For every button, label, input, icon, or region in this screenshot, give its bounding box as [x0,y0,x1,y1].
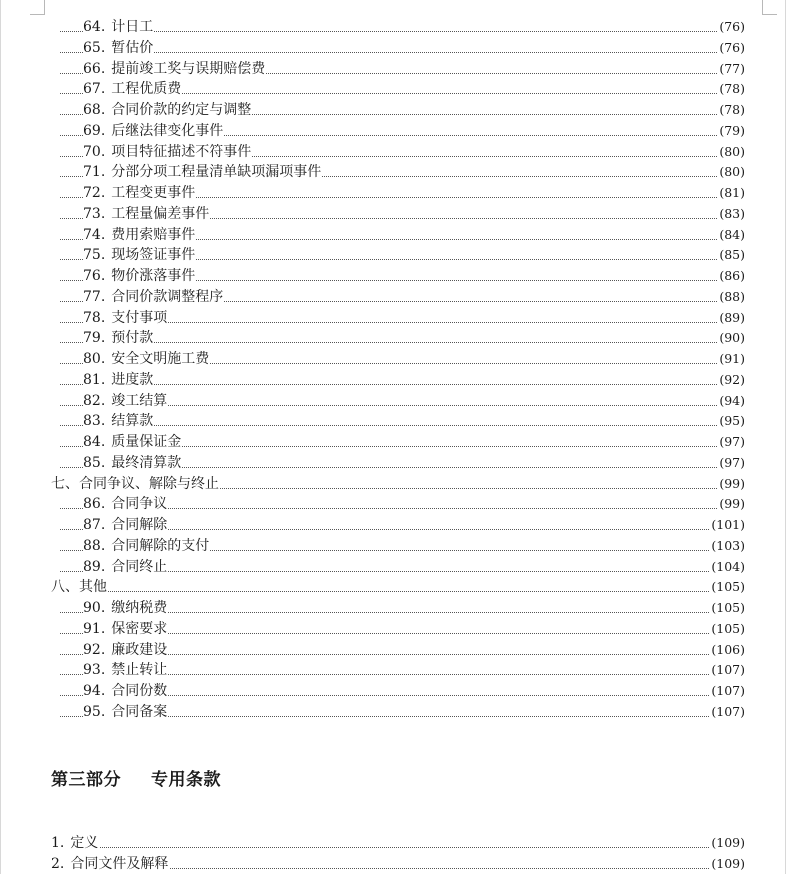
toc-entry-number: 71. [83,164,106,181]
toc-entry-title: 合同解除的支付 [111,537,210,554]
toc-entry-page: (80) [718,162,745,183]
toc-entry-page: (88) [718,287,745,308]
toc-entry-title: 质量保证金 [111,434,182,450]
toc-entry-number: 72. [83,185,106,201]
toc-entry-title: 合同终止 [111,558,168,575]
crop-mark-top-right [762,0,777,15]
toc-entry-page: (79) [718,121,745,142]
toc-entry-title: 合同价款的约定与调整 [111,102,252,118]
part-heading [51,765,221,790]
toc-dot-leader [60,425,741,426]
toc-entry-page: (106) [710,640,745,661]
toc-entry-title: 合同价款调整程序 [111,288,224,305]
toc-entry-label [51,577,108,598]
toc-entry-number: 91. [83,620,106,637]
toc-entry-title: 禁止转让 [111,662,168,679]
toc-entry-title: 安全文明施工费 [111,351,210,367]
toc-entry-number: 95. [83,703,106,720]
toc-entry-number: 79. [83,330,106,347]
toc-entry-label [83,17,154,38]
toc-entry-title: 定义 [70,835,99,851]
toc-entry-page: (97) [718,453,745,474]
toc-entry-title: 缴纳税费 [111,600,168,616]
toc-entry-number: 81. [83,371,106,388]
toc-entry[interactable] [0,183,787,204]
toc-entry-page: (90) [718,328,745,349]
toc-entry-page: (99) [718,474,745,495]
toc-entry[interactable] [0,619,787,640]
toc-dot-leader [60,847,741,848]
toc-entry-number: 76. [83,268,106,284]
toc-entry-label [83,308,168,329]
toc-entry-page: (91) [718,349,745,370]
toc-entry-number: 88. [83,537,106,554]
toc-entry-number: 70. [83,143,106,160]
toc-dot-leader [60,52,741,53]
toc-entry-number: 77. [83,288,106,305]
toc-entry-title: 预付款 [111,330,154,347]
toc-entry-label [51,854,169,875]
toc-entry[interactable] [0,100,787,121]
toc-entry-title: 工程优质费 [111,81,182,98]
toc-entry-page: (104) [710,557,745,578]
toc-entry-title: 最终清算款 [111,454,182,471]
toc-entry-page: (109) [710,854,745,875]
toc-entry-number: 64. [83,19,106,35]
toc-entry-label [83,391,168,412]
toc-entry[interactable] [0,59,787,80]
toc-entry-title: 结算款 [111,413,154,430]
toc-entry-page: (76) [718,38,745,59]
toc-entry-page: (80) [718,142,745,163]
toc-entry-page: (105) [710,577,745,598]
toc-dot-leader [60,31,741,32]
toc-entry-title: 分部分项工程量清单缺项漏项事件 [111,164,322,181]
toc-entry-page: (78) [718,79,745,100]
toc-entry-number: 2. [51,855,65,872]
toc-entry-title: 七、合同争议、解除与终止 [51,475,219,492]
toc-entry-number: 86. [83,496,106,513]
toc-entry-number: 80. [83,351,106,367]
toc-entry-label [83,557,168,578]
toc-entry-label [83,266,196,287]
toc-entry-label [83,183,196,204]
toc-entry-label [83,453,182,474]
toc-entry-title: 支付事项 [111,309,168,326]
toc-entry-label [83,59,266,80]
toc-entry-title: 保密要求 [111,620,168,637]
toc-entry-label [83,515,168,536]
toc-entry-page: (86) [718,266,745,287]
toc-entry-page: (97) [718,432,745,453]
toc-entry-title: 八、其他 [51,579,107,596]
toc-entry-page: (77) [718,59,745,80]
toc-entry-title: 竣工结算 [111,392,168,409]
toc-entry-label [83,494,168,515]
toc-entry-title: 进度款 [111,371,154,388]
toc-entry-number: 82. [83,392,106,409]
toc-entry-label [83,536,210,557]
toc-entry-page: (107) [710,702,745,723]
toc-entry[interactable] [0,38,787,59]
toc-entry[interactable] [0,204,787,225]
toc-entry[interactable] [0,640,787,661]
toc-entry[interactable] [0,432,787,453]
toc-entry-label [83,660,168,681]
toc-entry[interactable] [0,121,787,142]
toc-entry-label [83,702,168,723]
toc-entry-number: 93. [83,662,106,679]
toc-entry[interactable] [0,287,787,308]
toc-entry-label [83,432,182,453]
toc-entry[interactable] [0,854,787,875]
toc-entry[interactable] [0,557,787,578]
toc-entry-number: 69. [83,122,106,139]
toc-entry-label [83,619,168,640]
toc-entry-number: 89. [83,558,106,575]
toc-entry-page: (81) [718,183,745,204]
toc-entry[interactable] [0,349,787,370]
toc-entry-title: 工程变更事件 [111,185,196,201]
toc-entry-page: (107) [710,681,745,702]
toc-dot-leader [60,591,741,592]
toc-entry-page: (84) [718,225,745,246]
toc-entry-label [83,411,154,432]
part-label: 第三部分 [51,770,121,790]
toc-entry-label [83,640,168,661]
toc-entry-page: (76) [718,17,745,38]
toc-entry-title: 暂估价 [111,39,154,56]
toc-entry-number: 92. [83,641,106,658]
toc-entry-label [83,349,210,370]
toc-entry-number: 87. [83,517,106,533]
toc-entry-number: 85. [83,454,106,471]
toc-entry-title: 物价涨落事件 [111,268,196,284]
toc-entry[interactable] [0,162,787,183]
toc-entry-title: 合同备案 [111,703,168,720]
toc-entry[interactable] [0,681,787,702]
toc-entry-number: 90. [83,600,106,616]
toc-entry-label [83,328,154,349]
toc-entry-number: 66. [83,60,106,77]
toc-entry-page: (105) [710,619,745,640]
toc-entry[interactable] [0,411,787,432]
toc-entry-label [83,598,168,619]
crop-mark-top-left [30,0,45,15]
toc-entry-title: 计日工 [111,19,154,35]
toc-entry[interactable] [0,598,787,619]
toc-entry[interactable] [0,702,787,723]
toc-entry-number: 83. [83,413,106,430]
part3-table-of-contents [0,833,787,875]
toc-entry[interactable] [0,536,787,557]
toc-entry-label [83,245,196,266]
toc-entry-label [83,79,182,100]
toc-entry[interactable] [0,391,787,412]
toc-entry-title: 工程量偏差事件 [111,205,210,222]
toc-entry-page: (94) [718,391,745,412]
toc-entry[interactable] [0,225,787,246]
toc-entry[interactable] [0,142,787,163]
toc-entry-label [51,833,99,854]
toc-entry-page: (95) [718,411,745,432]
toc-entry-label [83,142,252,163]
toc-entry-label [83,121,224,142]
toc-entry[interactable] [0,328,787,349]
toc-entry-number: 78. [83,309,106,326]
toc-entry-title: 现场签证事件 [111,247,196,264]
toc-entry-page: (89) [718,308,745,329]
toc-entry-number: 75. [83,247,106,264]
toc-entry-label [83,287,224,308]
toc-entry-page: (107) [710,660,745,681]
toc-entry[interactable] [0,577,787,598]
toc-entry-page: (85) [718,245,745,266]
toc-entry[interactable] [0,660,787,681]
toc-entry-page: (101) [710,515,745,536]
toc-dot-leader [60,384,741,385]
toc-entry[interactable] [0,494,787,515]
toc-entry-number: 74. [83,226,106,243]
toc-entry[interactable] [0,453,787,474]
toc-entry-number: 65. [83,39,106,56]
toc-entry-page: (92) [718,370,745,391]
toc-entry[interactable] [0,266,787,287]
toc-entry-number: 68. [83,102,106,118]
toc-entry-label [83,38,154,59]
toc-entry[interactable] [0,474,787,495]
toc-entry-label [83,681,168,702]
toc-entry-page: (109) [710,833,745,854]
toc-entry[interactable] [0,17,787,38]
toc-entry-title: 合同份数 [111,683,168,699]
toc-entry-number: 67. [83,81,106,98]
toc-entry-number: 94. [83,683,106,699]
toc-entry[interactable] [0,245,787,266]
toc-entry[interactable] [0,79,787,100]
toc-entry-title: 合同争议 [111,496,168,513]
toc-entry-number: 73. [83,205,106,222]
toc-entry-page: (78) [718,100,745,121]
toc-entry-label [83,162,322,183]
toc-entry-number: 84. [83,434,106,450]
toc-entry-title: 项目特征描述不符事件 [111,143,252,160]
toc-entry-page: (105) [710,598,745,619]
toc-entry-label [83,370,154,391]
part-title: 专用条款 [151,770,221,790]
toc-entry[interactable] [0,515,787,536]
toc-dot-leader [60,342,741,343]
toc-entry-title: 廉政建设 [111,641,168,658]
toc-entry-label [83,204,210,225]
toc-entry-number: 1. [51,835,65,851]
toc-entry-title: 合同文件及解释 [70,855,169,872]
toc-entry-title: 费用索赔事件 [111,226,196,243]
toc-entry-title: 合同解除 [111,517,168,533]
toc-entry-title: 后继法律变化事件 [111,122,224,139]
toc-entry-title: 提前竣工奖与误期赔偿费 [111,60,266,77]
toc-entry-label [83,100,252,121]
toc-entry[interactable] [0,833,787,854]
toc-entry-label [51,474,220,495]
toc-entry[interactable] [0,308,787,329]
toc-entry-label [83,225,196,246]
toc-entry-page: (99) [718,494,745,515]
toc-entry-page: (83) [718,204,745,225]
table-of-contents [0,17,787,723]
toc-entry[interactable] [0,370,787,391]
toc-entry-page: (103) [710,536,745,557]
